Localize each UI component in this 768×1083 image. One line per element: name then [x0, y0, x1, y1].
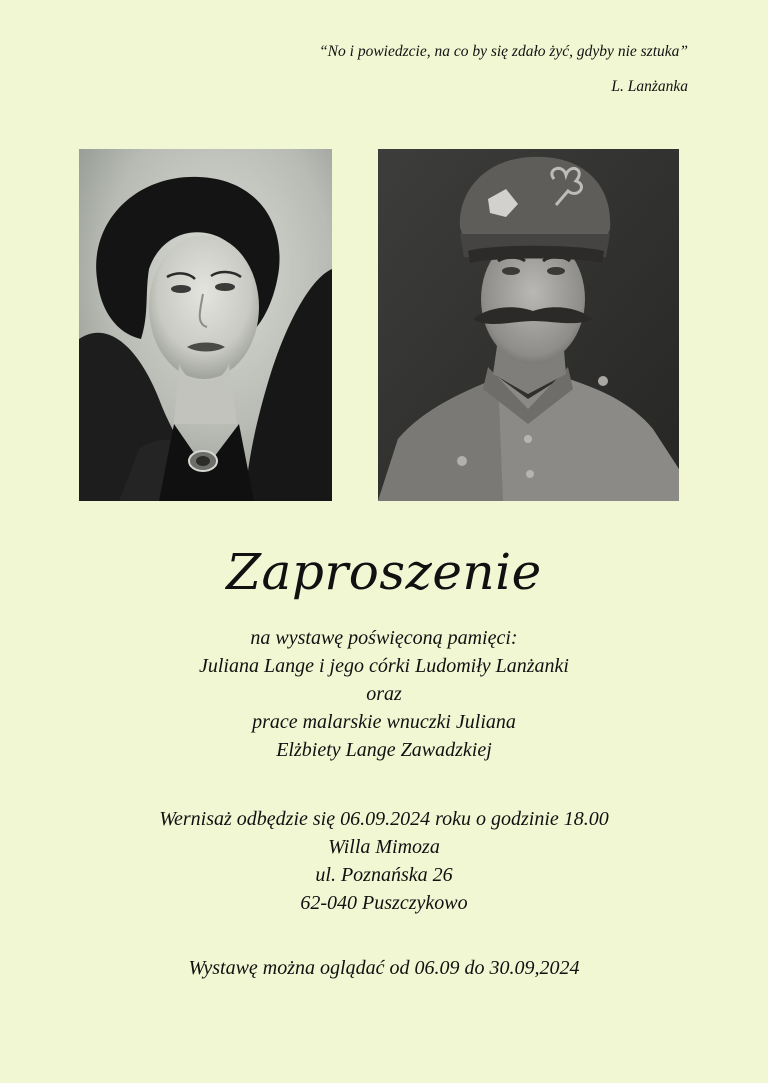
venue-name: Willa Mimoza — [328, 836, 440, 858]
intro-line: oraz — [366, 683, 402, 705]
exhibition-description — [0, 624, 768, 764]
exhibition-dates — [0, 954, 768, 982]
portrait-photo-woman — [79, 149, 332, 501]
venue-street: ul. Poznańska 26 — [315, 864, 453, 886]
woman-portrait-image — [79, 149, 332, 501]
page-title: Zaproszenie — [226, 543, 542, 601]
intro-line: prace malarskie wnuczki Juliana — [252, 711, 516, 733]
opening-time: Wernisaż odbędzie się 06.09.2024 roku o godzinie 18.00 — [159, 808, 609, 830]
intro-line: Elżbiety Lange Zawadzkiej — [276, 739, 492, 761]
event-details — [0, 805, 768, 917]
intro-line: na wystawę poświęconą pamięci: — [250, 627, 518, 649]
venue-postal-city: 62-040 Puszczykowo — [300, 892, 468, 914]
exhibition-dates-text: Wystawę można oglądać od 06.09 do 30.09,2024 — [188, 957, 580, 979]
portrait-photo-man — [378, 149, 679, 501]
quote-author: L. Lanżanka — [611, 78, 688, 95]
man-portrait-image — [378, 149, 679, 501]
epigraph — [319, 34, 688, 104]
intro-line: Juliana Lange i jego córki Ludomiły Lanżanki — [199, 655, 569, 677]
quote-text: “No i powiedzcie, na co by się zdało żyć, gdyby nie sztuka” — [319, 43, 688, 60]
